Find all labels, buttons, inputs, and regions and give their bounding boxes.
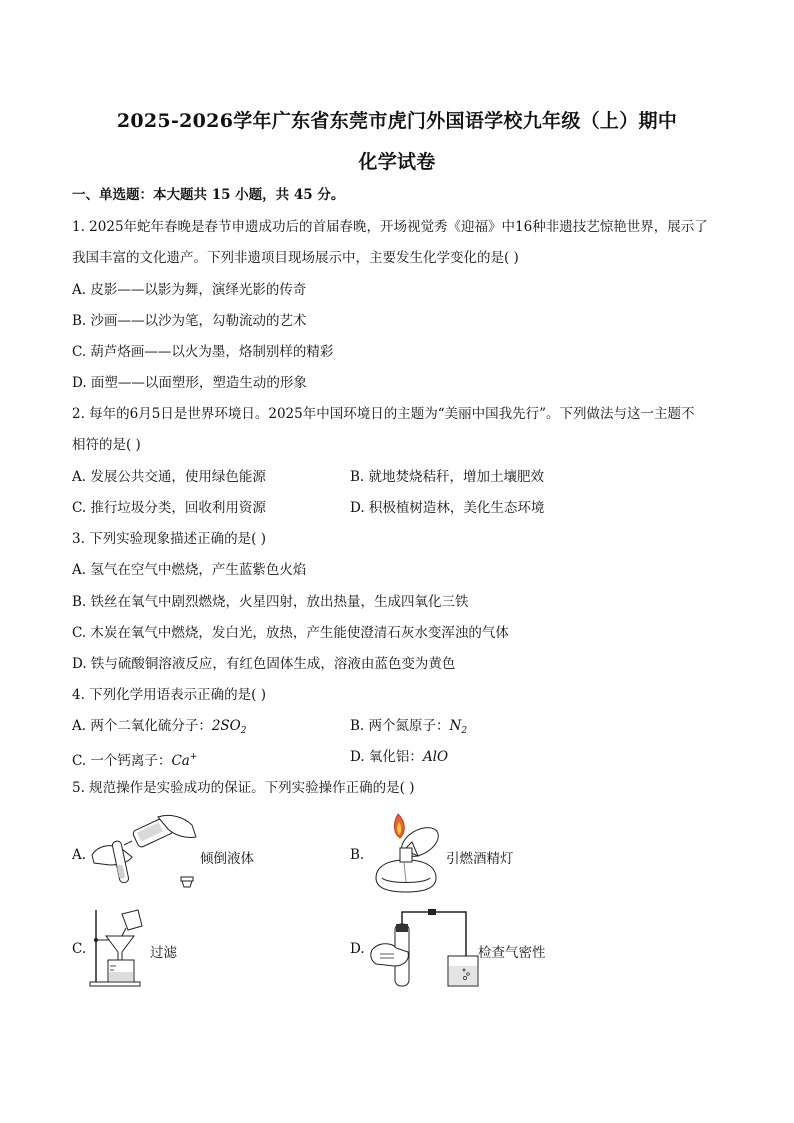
q1-option-c: C. 葫芦烙画——以火为墨，烙制别样的精彩 bbox=[72, 344, 334, 360]
q5-option-c-label: C. bbox=[72, 941, 87, 957]
q3-stem: 3. 下列实验现象描述正确的是( ) bbox=[72, 531, 266, 547]
exam-title-line1: 2025-2026学年广东省东莞市虎门外国语学校九年级（上）期中 bbox=[116, 110, 678, 132]
q4-d-text: D. 氧化铝： bbox=[350, 749, 423, 765]
q5-option-b-caption: 引燃酒精灯 bbox=[446, 851, 514, 867]
alcohol-lamp-illustration bbox=[368, 812, 448, 898]
q1-stem-line1: 1. 2025年蛇年春晚是春节申遗成功后的首届春晚，开场视觉秀《迎福》中16种非遗技艺惊艳世界，展示了 bbox=[72, 219, 708, 235]
q2-stem-line2: 相符的是( ) bbox=[72, 437, 141, 453]
q2-option-d: D. 积极植树造林，美化生态环境 bbox=[350, 500, 545, 516]
q4-c-text: C. 一个钙离子： bbox=[72, 753, 172, 769]
q4-option-b bbox=[350, 717, 467, 740]
filtration-illustration bbox=[88, 908, 148, 988]
q4-b-formula: N bbox=[449, 718, 462, 734]
q4-c-superscript: + bbox=[189, 752, 198, 762]
q5-stem: 5. 规范操作是实验成功的保证。下列实验操作正确的是( ) bbox=[72, 780, 415, 796]
q3-option-a: A. 氢气在空气中燃烧，产生蓝紫色火焰 bbox=[72, 562, 307, 578]
airtightness-check-illustration bbox=[368, 908, 480, 988]
q4-option-a bbox=[72, 717, 246, 740]
q4-stem: 4. 下列化学用语表示正确的是( ) bbox=[72, 687, 266, 703]
q2-option-a: A. 发展公共交通，使用绿色能源 bbox=[72, 469, 266, 485]
q5-option-d-label: D. bbox=[350, 941, 365, 957]
q5-option-d-caption: 检查气密性 bbox=[478, 945, 546, 961]
q4-option-d bbox=[350, 748, 448, 766]
q4-c-formula: Ca bbox=[171, 753, 190, 769]
q3-option-b: B. 铁丝在氧气中剧烈燃烧，火星四射，放出热量，生成四氧化三铁 bbox=[72, 594, 469, 610]
pouring-liquid-illustration bbox=[88, 815, 208, 895]
q4-b-subscript: 2 bbox=[461, 726, 468, 736]
q4-option-c bbox=[72, 748, 197, 770]
q2-option-b: B. 就地焚烧秸秆，增加土壤肥效 bbox=[350, 469, 545, 485]
q3-option-d: D. 铁与硫酸铜溶液反应，有红色固体生成，溶液由蓝色变为黄色 bbox=[72, 656, 456, 672]
q4-a-formula: 2SO bbox=[211, 718, 241, 734]
q5-option-a-label: A. bbox=[72, 847, 87, 863]
q4-a-subscript: 2 bbox=[240, 726, 247, 736]
q1-option-b: B. 沙画——以沙为笔，勾勒流动的艺术 bbox=[72, 313, 307, 329]
q2-option-c: C. 推行垃圾分类，回收利用资源 bbox=[72, 500, 266, 516]
q4-d-formula: AlO bbox=[422, 749, 449, 765]
q2-stem-line1: 2. 每年的6月5日是世界环境日。2025年中国环境日的主题为“美丽中国我先行”。下列做法与这一主题不 bbox=[72, 406, 695, 422]
q1-stem-line2: 我国丰富的文化遗产。下列非遗项目现场展示中，主要发生化学变化的是( ) bbox=[72, 250, 519, 266]
q4-b-text: B. 两个氮原子： bbox=[350, 718, 450, 734]
q3-option-c: C. 木炭在氧气中燃烧，发白光，放热，产生能使澄清石灰水变浑浊的气体 bbox=[72, 625, 509, 641]
exam-title-line2: 化学试卷 bbox=[358, 151, 436, 173]
q4-a-text: A. 两个二氧化硫分子： bbox=[72, 718, 212, 734]
q5-option-a-caption: 倾倒液体 bbox=[200, 851, 254, 867]
q5-option-b-label: B. bbox=[350, 847, 365, 863]
q1-option-a: A. 皮影——以影为舞，演绎光影的传奇 bbox=[72, 282, 307, 298]
section-heading: 一、单选题：本大题共 15 小题，共 45 分。 bbox=[72, 187, 345, 203]
q1-option-d: D. 面塑——以面塑形，塑造生动的形象 bbox=[72, 375, 307, 391]
q5-option-c-caption: 过滤 bbox=[150, 945, 177, 961]
